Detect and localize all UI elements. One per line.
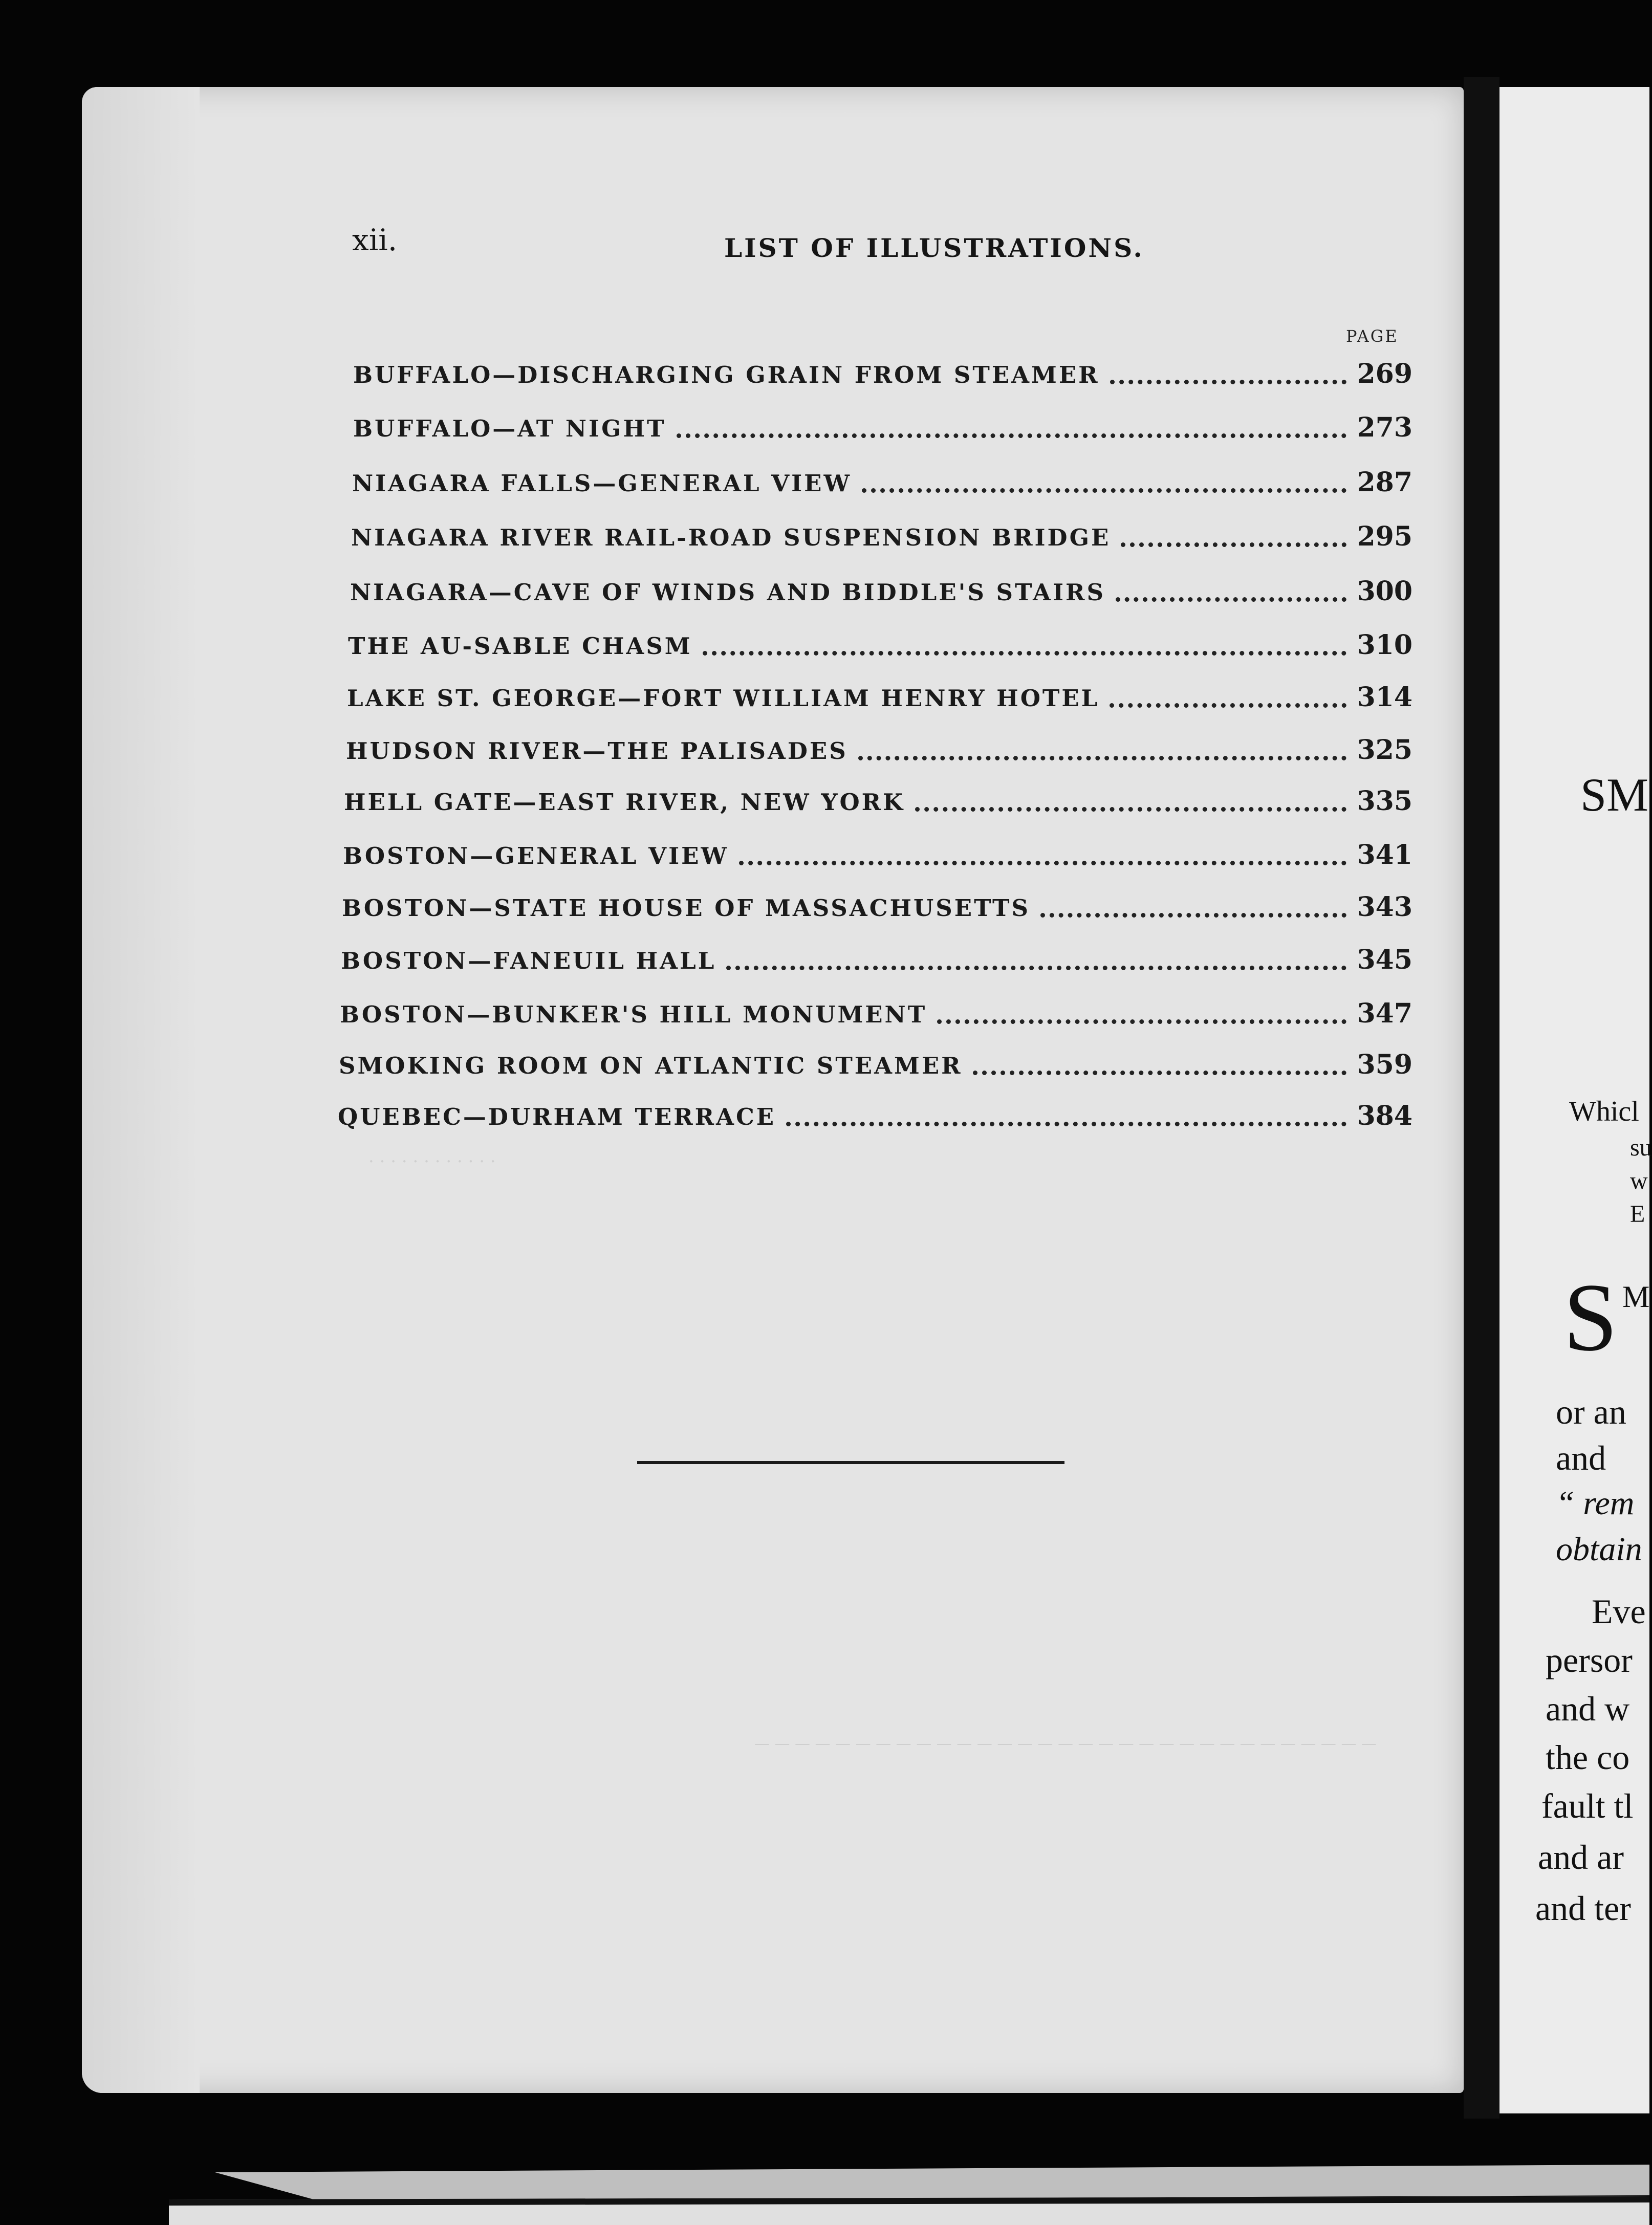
illustration-page-number: 273 bbox=[1357, 412, 1412, 443]
illustration-title: NIAGARA FALLS—GENERAL VIEW bbox=[352, 470, 852, 497]
illustration-entry bbox=[343, 839, 1412, 875]
running-head: LIST OF ILLUSTRATIONS. bbox=[724, 233, 1144, 263]
bleed-through-text: . . . . . . . . . . . . bbox=[368, 1146, 496, 1167]
body-line: the co bbox=[1546, 1738, 1630, 1777]
illustration-title: BUFFALO—DISCHARGING GRAIN FROM STEAMER bbox=[353, 361, 1100, 388]
right-page-subtitle-line: su bbox=[1630, 1134, 1652, 1161]
right-page-subtitle-line: E bbox=[1630, 1201, 1645, 1228]
body-line: and w bbox=[1546, 1689, 1630, 1728]
left-page-fold-shading bbox=[82, 87, 200, 2093]
illustration-entry bbox=[338, 1100, 1412, 1136]
illustration-entry bbox=[353, 358, 1412, 394]
body-line: obtain bbox=[1556, 1531, 1642, 1568]
page-column-label: PAGE bbox=[1346, 326, 1399, 346]
illustration-entry bbox=[339, 1049, 1412, 1085]
end-rule bbox=[637, 1461, 1064, 1464]
dot-leader bbox=[703, 647, 1347, 656]
illustration-title: HELL GATE—EAST RIVER, NEW YORK bbox=[344, 789, 905, 816]
dot-leader bbox=[973, 1066, 1347, 1075]
right-page-heading: SM bbox=[1580, 769, 1648, 821]
illustration-title: LAKE ST. GEORGE—FORT WILLIAM HENRY HOTEL bbox=[347, 685, 1100, 712]
right-page-subtitle-line: Whicl bbox=[1569, 1096, 1639, 1127]
illustration-page-number: 335 bbox=[1357, 786, 1412, 817]
page-number: xii. bbox=[352, 223, 398, 257]
dot-leader bbox=[726, 962, 1346, 970]
body-line: and bbox=[1556, 1438, 1606, 1477]
dot-leader bbox=[1110, 376, 1347, 384]
illustration-entry bbox=[340, 998, 1412, 1034]
illustration-title: BOSTON—GENERAL VIEW bbox=[343, 842, 729, 869]
illustration-page-number: 314 bbox=[1357, 682, 1412, 713]
illustration-page-number: 300 bbox=[1357, 576, 1412, 607]
illustration-page-number: 347 bbox=[1357, 998, 1412, 1029]
illustration-page-number: 287 bbox=[1357, 467, 1412, 498]
book-gutter bbox=[1464, 77, 1499, 2119]
illustration-entry bbox=[341, 944, 1412, 980]
dot-leader bbox=[739, 857, 1346, 865]
illustration-title: BOSTON—STATE HOUSE OF MASSACHUSETTS bbox=[342, 895, 1030, 922]
body-line: and ter bbox=[1535, 1889, 1631, 1928]
body-line: and ar bbox=[1538, 1838, 1624, 1877]
dot-leader bbox=[915, 803, 1346, 812]
illustration-title: HUDSON RIVER—THE PALISADES bbox=[346, 737, 848, 765]
dot-leader bbox=[937, 1015, 1346, 1024]
illustration-title: BOSTON—BUNKER'S HILL MONUMENT bbox=[340, 1001, 927, 1028]
illustration-entry bbox=[348, 629, 1412, 665]
illustration-page-number: 325 bbox=[1357, 734, 1412, 766]
illustration-title: NIAGARA—CAVE OF WINDS AND BIDDLE'S STAIRS bbox=[350, 579, 1105, 606]
illustration-entry bbox=[347, 682, 1412, 717]
dot-leader bbox=[1121, 538, 1346, 547]
illustration-entry bbox=[346, 734, 1412, 770]
illustration-page-number: 310 bbox=[1357, 629, 1412, 661]
illustration-entry bbox=[342, 891, 1412, 927]
dot-leader bbox=[786, 1118, 1346, 1126]
illustration-entry bbox=[344, 786, 1412, 821]
illustration-page-number: 384 bbox=[1357, 1100, 1412, 1131]
bleed-through-text: — — — — — — — — — — — — — — — — — — — — — — — — — — — — — — — bbox=[754, 1735, 1377, 1753]
illustration-page-number: 343 bbox=[1357, 891, 1412, 923]
illustration-entry bbox=[353, 412, 1412, 448]
illustration-title: QUEBEC—DURHAM TERRACE bbox=[338, 1103, 776, 1130]
dot-leader bbox=[862, 484, 1346, 493]
illustration-page-number: 341 bbox=[1357, 839, 1412, 870]
illustration-page-number: 295 bbox=[1357, 521, 1412, 552]
illustration-entry bbox=[350, 576, 1412, 612]
illustration-entry bbox=[352, 467, 1412, 503]
illustration-page-number: 345 bbox=[1357, 944, 1412, 975]
drop-cap: S bbox=[1563, 1264, 1618, 1371]
illustration-title: SMOKING ROOM ON ATLANTIC STEAMER bbox=[339, 1052, 963, 1079]
dot-leader bbox=[1116, 593, 1347, 602]
drop-cap-continuation: M bbox=[1622, 1280, 1650, 1314]
dot-leader bbox=[1040, 909, 1347, 918]
body-line: Eve bbox=[1592, 1592, 1646, 1631]
body-line: or an bbox=[1556, 1392, 1626, 1431]
body-line: “ rem bbox=[1556, 1485, 1635, 1522]
illustration-page-number: 359 bbox=[1357, 1049, 1412, 1080]
illustration-title: BOSTON—FANEUIL HALL bbox=[341, 947, 716, 974]
body-line: persor bbox=[1546, 1641, 1633, 1679]
body-line: fault tl bbox=[1541, 1786, 1634, 1825]
illustration-title: NIAGARA RIVER RAIL-ROAD SUSPENSION BRIDGE bbox=[351, 524, 1111, 551]
illustration-title: BUFFALO—AT NIGHT bbox=[353, 415, 666, 442]
illustration-entry bbox=[351, 521, 1412, 557]
dot-leader bbox=[858, 752, 1347, 760]
illustration-title: THE AU-SABLE CHASM bbox=[348, 632, 692, 660]
dot-leader bbox=[1110, 699, 1346, 708]
illustration-page-number: 269 bbox=[1357, 358, 1412, 389]
dot-leader bbox=[677, 429, 1347, 438]
right-page-subtitle-line: w bbox=[1630, 1167, 1648, 1194]
